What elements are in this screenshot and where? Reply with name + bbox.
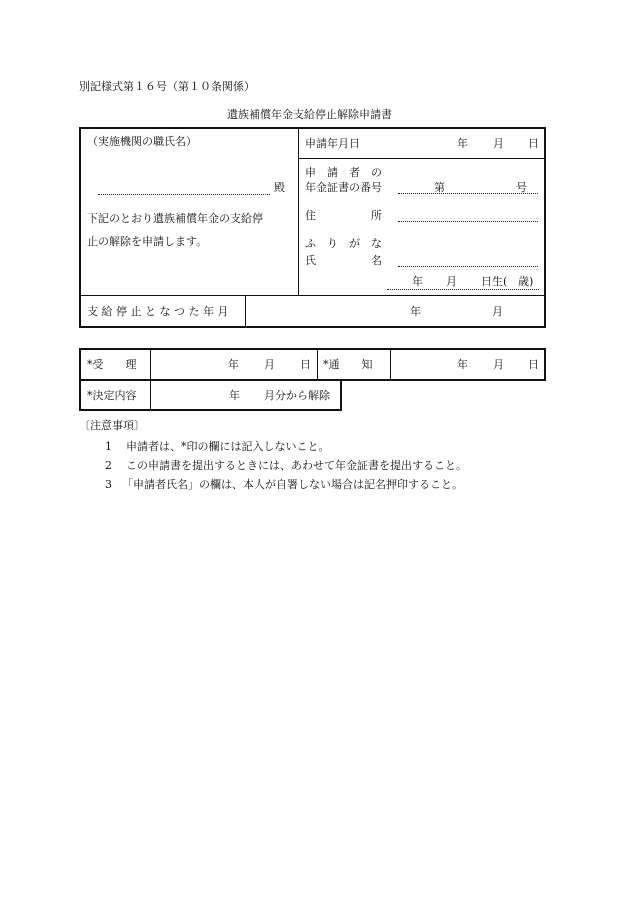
- address-label: 住 所: [305, 209, 382, 222]
- application-date-year[interactable]: 年: [457, 137, 468, 150]
- request-text-line1: 下記のとおり遺族補償年金の支給停: [87, 212, 263, 225]
- notes-heading: 〔注意事項〕: [79, 419, 145, 432]
- application-date-day[interactable]: 日: [528, 137, 539, 150]
- birth-month[interactable]: 月: [446, 275, 457, 288]
- honorific: 殿: [274, 181, 285, 194]
- form-reference: 別記様式第１６号（第１０条関係）: [79, 80, 255, 93]
- furigana-label: ふ り が な: [305, 237, 382, 250]
- note-text: 「申請者氏名」の欄は、本人が自署しない場合は記名押印すること。: [122, 478, 463, 491]
- notice-label: *通 知: [323, 358, 373, 371]
- note-text: 申請者は、*印の欄には記入しないこと。: [126, 440, 330, 453]
- application-date-label: 申請年月日: [305, 137, 360, 150]
- name-line[interactable]: [398, 266, 538, 267]
- suspension-year[interactable]: 年: [410, 305, 421, 318]
- office-label-divider: [150, 349, 151, 410]
- received-year[interactable]: 年: [228, 358, 239, 371]
- cert-label-line1: 申 請 者 の: [305, 166, 382, 179]
- notice-year[interactable]: 年: [457, 358, 468, 371]
- notice-day[interactable]: 日: [528, 358, 539, 371]
- application-date-month[interactable]: 月: [493, 137, 504, 150]
- cert-go: 号: [516, 181, 527, 194]
- table-divider-vertical: [298, 128, 299, 295]
- notice-month[interactable]: 月: [493, 358, 504, 371]
- received-day[interactable]: 日: [300, 358, 311, 371]
- note-number: 2: [105, 459, 112, 472]
- page-title: 遺族補償年金支給停止解除申請書: [227, 108, 392, 121]
- birth-year[interactable]: 年: [412, 275, 423, 288]
- suspension-label: 支 給 停 止 と な つ た 年 月: [87, 305, 229, 318]
- official-label: （実施機関の職氏名）: [87, 135, 197, 148]
- suspension-divider: [245, 296, 246, 327]
- official-name-line[interactable]: [98, 194, 270, 195]
- note-number: 3: [105, 478, 112, 491]
- address-line[interactable]: [398, 221, 538, 222]
- received-month[interactable]: 月: [264, 358, 275, 371]
- note-text: この申請書を提出するときには、あわせて年金証書を提出すること。: [126, 459, 467, 472]
- suspension-month[interactable]: 月: [492, 305, 503, 318]
- decision-year[interactable]: 年: [229, 389, 240, 402]
- cert-label-line2: 年金証書の番号: [305, 181, 382, 194]
- office-mid-divider: [317, 349, 318, 380]
- note-number: 1: [105, 440, 112, 453]
- birth-line[interactable]: [387, 289, 539, 290]
- request-text-line2: 止の解除を申請します。: [87, 235, 208, 248]
- table-divider-horizontal: [80, 295, 545, 296]
- name-label: 氏 名: [305, 254, 382, 267]
- decision-label: *決定内容: [87, 389, 137, 402]
- notice-label-divider: [390, 349, 391, 380]
- age[interactable]: 歳): [518, 275, 534, 288]
- received-label: *受 理: [87, 358, 137, 371]
- birth-day[interactable]: 日生(: [481, 275, 508, 288]
- date-row-divider: [298, 158, 545, 159]
- cert-dai: 第: [434, 181, 445, 194]
- cert-number-line[interactable]: [398, 193, 538, 194]
- decision-text[interactable]: 月分から解除: [264, 389, 330, 402]
